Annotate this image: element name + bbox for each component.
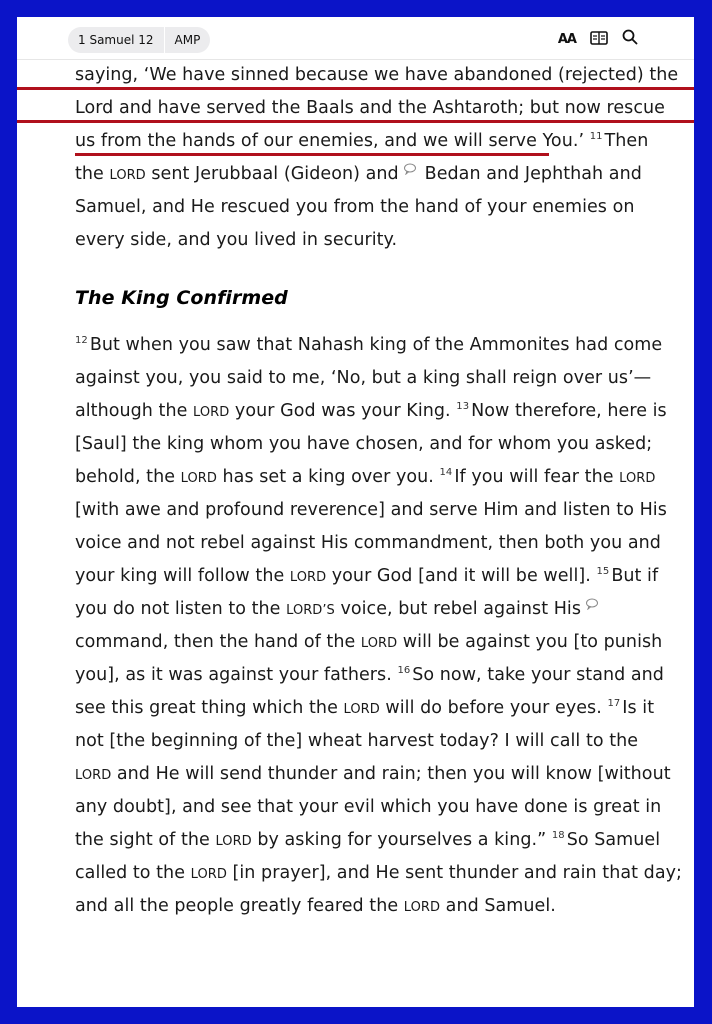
text-span: your God was your King.	[229, 401, 451, 421]
verse-line[interactable]	[75, 224, 675, 257]
text-span: any doubt], and see that your evil which you have done is great in	[75, 797, 662, 817]
lord-smallcaps: LORD	[190, 867, 227, 882]
text-size-icon[interactable]	[558, 32, 576, 47]
text-span: called to the	[75, 863, 191, 883]
text-span: your God [and it will be well].	[326, 566, 591, 586]
verse-line[interactable]	[75, 758, 675, 791]
text-span: command, then the hand of the	[75, 632, 361, 652]
text-span: Bedan and Jephthah and	[424, 164, 642, 184]
verse-number: 17	[607, 698, 621, 710]
lord-smallcaps: LORD	[289, 570, 327, 585]
book-chapter-button[interactable]: 1 Samuel 12	[78, 33, 154, 47]
book-layout-icon[interactable]	[590, 30, 608, 49]
text-span: you do not listen to the	[75, 599, 287, 619]
text-span: voice, but rebel against His	[334, 599, 582, 619]
text-span: the	[75, 164, 110, 184]
verse-line[interactable]	[75, 362, 675, 395]
text-span: and Samuel.	[440, 896, 556, 916]
lord-smallcaps: LORD	[403, 900, 441, 915]
text-span: us from the hands of our enemies, and we will serve You.’	[75, 131, 585, 151]
lord-smallcaps: LORD	[215, 834, 252, 849]
text-span: and all the people greatly feared the	[75, 896, 404, 916]
text-span: Is it	[622, 698, 655, 718]
text-span: [in prayer], and He sent thunder and rain that day;	[226, 863, 682, 883]
text-span: will be against you [to punish	[397, 632, 663, 652]
verse-line[interactable]	[75, 395, 675, 428]
text-span: not [the beginning of the] wheat harvest today? I will call to the	[75, 731, 639, 751]
footnote-bubble-icon[interactable]	[585, 589, 599, 601]
text-span: has set a king over you.	[216, 467, 434, 487]
verse-line[interactable]	[75, 725, 675, 758]
lord-smallcaps: LORD	[619, 471, 656, 486]
text-span: But if	[611, 566, 659, 586]
text-span: [with awe and profound reverence] and serve Him and listen to His	[75, 500, 667, 520]
text-span: you], as it was against your fathers.	[75, 665, 392, 685]
text-span: Now therefore, here is	[471, 401, 667, 421]
verse-number: 11	[589, 131, 603, 143]
text-span: your king will follow the	[75, 566, 290, 586]
scripture-text	[75, 59, 682, 923]
text-span: saying, ‘We have sinned because we have abandoned (rejected) the	[75, 65, 679, 85]
verse-line[interactable]	[75, 692, 675, 725]
footnote-bubble-icon[interactable]	[403, 154, 417, 166]
text-span: voice and not rebel against His commandment, then both you and	[75, 533, 661, 553]
text-span: although the	[75, 401, 194, 421]
text-span: will do before your eyes.	[379, 698, 602, 718]
verse-line[interactable]	[75, 329, 675, 362]
text-span: If you will fear the	[454, 467, 620, 487]
version-button[interactable]: AMP	[174, 33, 201, 47]
lord-smallcaps: LORD	[75, 768, 112, 783]
verse-line[interactable]	[75, 428, 675, 461]
text-span: behold, the	[75, 467, 181, 487]
text-span: the sight of the	[75, 830, 216, 850]
verse-line[interactable]	[75, 494, 675, 527]
verse-number: 16	[397, 665, 411, 677]
toolbar-icons	[558, 29, 638, 49]
lord-smallcaps: LORD	[343, 702, 380, 717]
verse-number: 14	[439, 467, 453, 479]
text-span: every side, and you lived in security.	[75, 230, 398, 250]
verse-number: 15	[596, 566, 610, 578]
text-span: So now, take your stand and	[412, 665, 664, 685]
verse-line[interactable]	[75, 890, 675, 923]
verse-line[interactable]	[75, 626, 675, 659]
text-span: and He will send thunder and rain; then you will know [without	[111, 764, 671, 784]
lord-smallcaps: LORD	[109, 168, 146, 183]
verse-line[interactable]	[75, 191, 675, 224]
section-heading: The King Confirmed	[75, 287, 288, 309]
text-span: by asking for yourselves a king.”	[251, 830, 547, 850]
verse-line[interactable]	[75, 92, 675, 125]
verse-line[interactable]	[75, 593, 675, 626]
text-span: [Saul] the king whom you have chosen, and for whom you asked;	[75, 434, 653, 454]
reader-frame	[17, 17, 694, 1007]
text-size-label: AA	[557, 31, 576, 47]
verse-number: 18	[551, 830, 565, 842]
text-span: But when you saw that Nahash king of the Ammonites had come	[89, 335, 663, 355]
text-span: against you, you said to me, ‘No, but a king shall reign over us’—	[75, 368, 652, 388]
verse-line[interactable]	[75, 59, 679, 92]
verse-line[interactable]	[75, 857, 682, 890]
text-span: Lord and have served the Baals and the Ashtaroth; but now rescue	[75, 98, 665, 118]
lord-smallcaps: LORD	[180, 471, 217, 486]
text-span: Then	[604, 131, 649, 151]
lord-smallcaps: LORD	[193, 405, 230, 420]
verse-line[interactable]	[75, 824, 675, 857]
verse-line[interactable]	[75, 659, 675, 692]
verse-line[interactable]	[75, 158, 675, 191]
verse-line[interactable]	[75, 791, 675, 824]
verse-number: 12	[75, 335, 88, 347]
text-span: Samuel, and He rescued you from the hand of your enemies on	[75, 197, 635, 217]
lord-smallcaps: LORD	[360, 636, 398, 651]
reference-pill	[68, 27, 210, 53]
verse-line[interactable]	[75, 461, 675, 494]
lord-smallcaps: LORD’S	[286, 603, 335, 618]
verse-number: 13	[456, 401, 470, 413]
text-span: So Samuel	[566, 830, 661, 850]
pill-divider	[164, 27, 165, 53]
text-span: sent Jerubbaal (Gideon) and	[145, 164, 399, 184]
search-icon[interactable]	[622, 29, 638, 49]
text-span: see this great thing which the	[75, 698, 344, 718]
verse-line[interactable]	[75, 527, 675, 560]
top-bar	[17, 17, 694, 60]
verse-line[interactable]	[75, 125, 675, 158]
